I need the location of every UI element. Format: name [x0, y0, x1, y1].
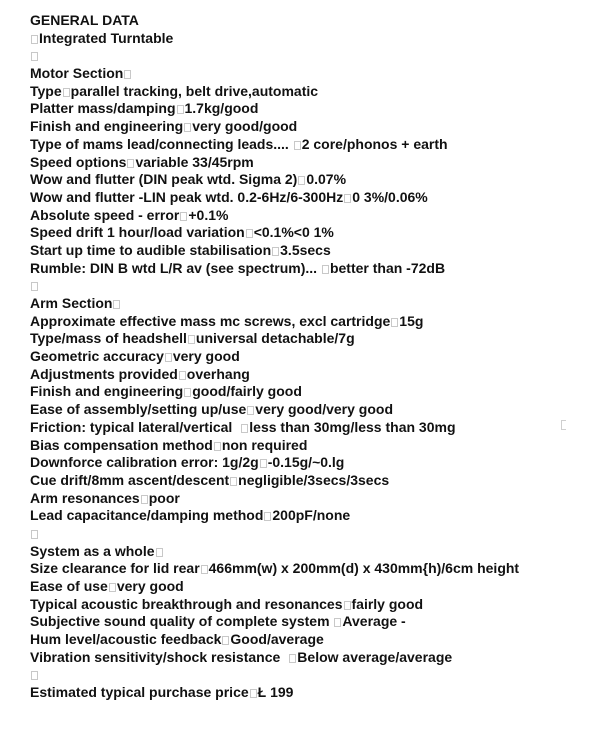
spec-value: negligible/3secs/3secs	[238, 471, 390, 488]
missing-glyph-icon	[184, 388, 191, 397]
spec-label: Cue drift/8mm ascent/descent	[30, 471, 230, 488]
spec-value: very good/good	[192, 118, 298, 135]
spec-value: 3.5secs	[280, 241, 331, 258]
spec-label: Speed options	[30, 153, 127, 170]
section-heading-system	[30, 543, 590, 561]
spec-label: Rumble: DIN B wtd L/R av (see spectrum)...	[30, 259, 318, 276]
section-heading-text: Arm Section	[30, 295, 113, 311]
missing-glyph-icon	[63, 88, 70, 97]
spec-label: Bias compensation method	[30, 436, 213, 453]
product-type-line	[30, 30, 590, 48]
missing-glyph-icon	[179, 371, 186, 380]
spec-value: less than 30mg/less than 30mg	[249, 418, 456, 435]
spec-value: +0.1%	[188, 206, 229, 223]
spec-row	[30, 596, 590, 614]
missing-glyph-icon	[109, 583, 116, 592]
spec-value: parallel tracking, belt drive,automatic	[70, 82, 319, 99]
spec-value: poor	[148, 489, 180, 506]
spec-row	[30, 383, 590, 401]
missing-glyph-icon	[272, 247, 279, 256]
spec-label: Subjective sound quality of complete system	[30, 613, 330, 630]
section-heading-motor	[30, 65, 590, 83]
spec-label: Size clearance for lid rear	[30, 560, 200, 577]
section-heading-text: System as a whole	[30, 542, 155, 559]
spec-label: Absolute speed - error	[30, 206, 180, 223]
missing-glyph-icon	[113, 300, 120, 309]
spec-value: fairly good	[351, 595, 424, 612]
missing-glyph-icon	[260, 459, 267, 468]
missing-glyph-icon	[165, 353, 172, 362]
missing-glyph-icon	[127, 159, 134, 168]
spec-row	[30, 207, 590, 225]
spec-value: good/fairly good	[192, 383, 302, 400]
spec-label: Friction: typical lateral/vertical	[30, 418, 233, 435]
spec-value: very good	[116, 578, 184, 594]
spec-label: Start up time to audible stabilisation	[30, 241, 272, 258]
spec-row	[30, 348, 590, 366]
blank-line	[30, 525, 590, 543]
spec-value: Good/average	[230, 631, 324, 648]
spec-row	[30, 401, 590, 419]
missing-glyph-icon	[188, 335, 195, 344]
spec-label: Typical acoustic breakthrough and resonances	[30, 595, 343, 612]
spec-row	[30, 330, 590, 348]
spec-row	[30, 507, 590, 525]
spec-row	[30, 242, 590, 260]
spec-value: Below average/average	[297, 648, 453, 665]
system-rows	[30, 560, 590, 666]
spec-label: Speed drift 1 hour/load variation	[30, 224, 245, 241]
spec-label: Wow and flutter -LIN peak wtd. 0.2-6Hz/6-300Hz	[30, 188, 344, 205]
spec-value: 15g	[399, 312, 424, 329]
spec-value: variable 33/45rpm	[135, 153, 254, 170]
spec-row	[30, 83, 590, 101]
missing-glyph-icon	[391, 318, 398, 327]
spec-row	[30, 260, 590, 278]
section-heading-text: Motor Section	[30, 65, 124, 82]
spec-label: Downforce calibration error: 1g/2g	[30, 454, 259, 471]
stray-glyph-mark	[561, 420, 566, 430]
spec-row	[30, 118, 590, 136]
missing-glyph-icon	[177, 105, 184, 114]
missing-glyph-icon	[180, 212, 187, 221]
spec-row	[30, 366, 590, 384]
missing-glyph-icon	[31, 530, 38, 539]
missing-glyph-icon	[289, 654, 296, 663]
spec-value: very good	[172, 348, 240, 365]
spec-document	[30, 12, 590, 702]
spec-label: Vibration sensitivity/shock resistance	[30, 648, 281, 665]
spec-label: Ease of use	[30, 578, 108, 594]
missing-glyph-icon	[322, 265, 329, 274]
missing-glyph-icon	[31, 671, 38, 680]
spec-row	[30, 313, 590, 331]
missing-glyph-icon	[247, 406, 254, 415]
spec-label: Type of mams lead/connecting leads....	[30, 135, 289, 152]
missing-glyph-icon	[31, 282, 38, 291]
spec-label: Finish and engineering	[30, 383, 184, 400]
spec-label: Approximate effective mass mc screws, excl cartridge	[30, 312, 391, 329]
spec-row	[30, 171, 590, 189]
spec-row	[30, 437, 590, 455]
spec-row	[30, 490, 590, 508]
arm-rows	[30, 313, 590, 525]
missing-glyph-icon	[250, 689, 257, 698]
spec-label: Wow and flutter (DIN peak wtd. Sigma 2)	[30, 171, 298, 188]
spec-label: Arm resonances	[30, 489, 140, 506]
product-type: Integrated Turntable	[39, 29, 174, 46]
missing-glyph-icon	[344, 194, 351, 203]
missing-glyph-icon	[201, 565, 208, 574]
spec-value: better than -72dB	[329, 259, 446, 276]
missing-glyph-icon	[156, 548, 163, 557]
spec-label: Type	[30, 82, 62, 99]
spec-row	[30, 189, 590, 207]
spec-value: 466mm(w) x 200mm(d) x 430mm{h)/6cm height	[208, 560, 520, 577]
missing-glyph-icon	[241, 424, 248, 433]
spec-value: non required	[221, 436, 308, 453]
missing-glyph-icon	[141, 495, 148, 504]
spec-row	[30, 560, 590, 578]
document-title: GENERAL DATA	[30, 12, 139, 28]
spec-row	[30, 613, 590, 631]
spec-value: 1.7kg/good	[184, 100, 259, 117]
spec-row	[30, 578, 590, 596]
spec-row	[30, 224, 590, 242]
missing-glyph-icon	[222, 636, 229, 645]
spec-row	[30, 419, 590, 437]
price-label: Estimated typical purchase price	[30, 684, 249, 701]
missing-glyph-icon	[184, 123, 191, 132]
blank-line	[30, 666, 590, 684]
spec-label: Type/mass of headshell	[30, 330, 187, 347]
spec-row	[30, 454, 590, 472]
missing-glyph-icon	[31, 35, 38, 44]
spec-row	[30, 649, 590, 667]
spec-value: universal detachable/7g	[195, 330, 355, 347]
spec-value: 0 3%/0.06%	[352, 188, 428, 205]
spec-label: Finish and engineering	[30, 118, 184, 135]
price-value: Ł 199	[257, 684, 294, 701]
spec-label: Adjustments provided	[30, 365, 178, 382]
spec-label: Lead capacitance/damping method	[30, 507, 264, 524]
spec-label: Geometric accuracy	[30, 348, 164, 365]
missing-glyph-icon	[298, 176, 305, 185]
spec-value: 2 core/phonos + earth	[301, 135, 448, 152]
missing-glyph-icon	[334, 618, 341, 627]
motor-rows	[30, 83, 590, 278]
spec-row	[30, 100, 590, 118]
missing-glyph-icon	[31, 52, 38, 61]
spec-row	[30, 631, 590, 649]
spec-label: Platter mass/damping	[30, 100, 176, 117]
spec-row	[30, 154, 590, 172]
missing-glyph-icon	[344, 601, 351, 610]
price-row	[30, 684, 590, 702]
spec-value: -0.15g/~0.lg	[267, 454, 345, 471]
missing-glyph-icon	[264, 512, 271, 521]
spec-value: 0.07%	[306, 171, 347, 188]
blank-line	[30, 277, 590, 295]
spec-value: overhang	[186, 365, 250, 382]
spec-label: Hum level/acoustic feedback	[30, 631, 222, 648]
spec-label: Ease of assembly/setting up/use	[30, 401, 247, 418]
missing-glyph-icon	[246, 229, 253, 238]
spec-value: very good/very good	[255, 401, 393, 418]
missing-glyph-icon	[294, 141, 301, 150]
spec-row	[30, 472, 590, 490]
missing-glyph-icon	[214, 442, 221, 451]
section-heading-arm	[30, 295, 590, 313]
spec-row	[30, 136, 590, 154]
blank-line	[30, 47, 590, 65]
missing-glyph-icon	[124, 70, 131, 79]
spec-value: 200pF/none	[272, 507, 351, 524]
spec-value: <0.1%<0 1%	[253, 224, 334, 241]
spec-value: Average -	[342, 613, 406, 630]
missing-glyph-icon	[230, 477, 237, 486]
